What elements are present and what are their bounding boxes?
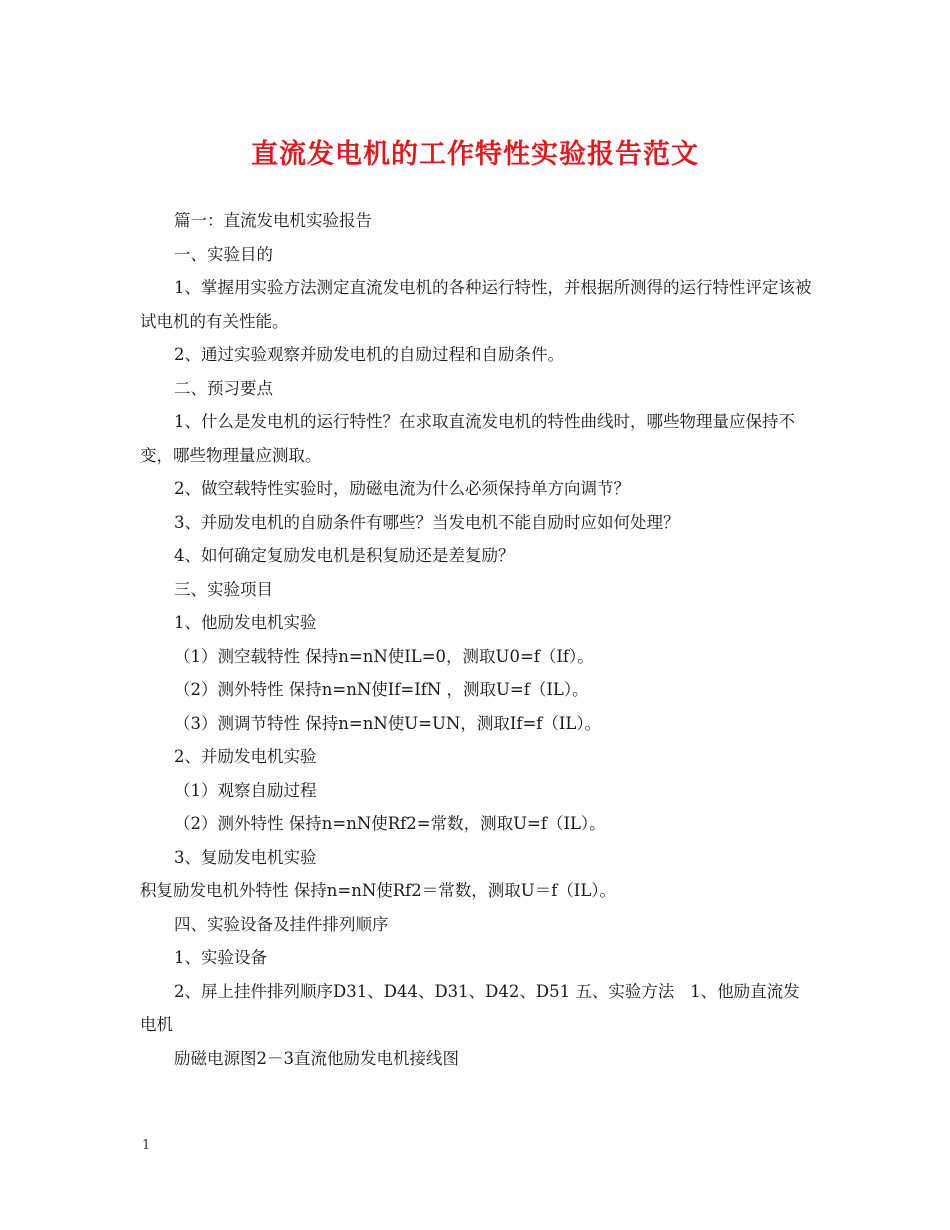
objective-item-2: 2、通过实验观察并励发电机的自励过程和自励条件。 xyxy=(174,345,564,364)
equipment-item-2: 2、屏上挂件排列顺序D31、D44、D31、D42、D51 五、实验方法 1、他励直流发电机 xyxy=(140,981,800,1034)
equipment-item-1: 1、实验设备 xyxy=(174,948,267,967)
subitem-regulation: （3）测调节特性 保持n=nN使U=UN，测取If=f（IL）。 xyxy=(174,713,602,733)
item-shunt: 2、并励发电机实验 xyxy=(174,747,317,766)
preview-item-1: 1、什么是发电机的运行特性？在求取直流发电机的特性曲线时，哪些物理量应保持不变，哪些物理量应测取。 xyxy=(140,412,795,465)
section-heading-objectives: 一、实验目的 xyxy=(174,244,273,264)
compound-external: 积复励发电机外特性 保持n=nN使Rf2＝常数，测取U＝f（IL）。 xyxy=(140,881,617,900)
document-body xyxy=(140,204,812,1075)
preview-item-2: 2、做空载特性实验时，励磁电流为什么必须保持单方向调节？ xyxy=(174,479,630,498)
section-heading-article-1: 篇一：直流发电机实验报告 xyxy=(174,211,372,230)
page-number: 1 xyxy=(142,1138,151,1153)
preview-item-4: 4、如何确定复励发电机是积复励还是差复励？ xyxy=(174,546,515,565)
section-heading-equipment: 四、实验设备及挂件排列顺序 xyxy=(174,914,389,934)
item-separately-excited: 1、他励发电机实验 xyxy=(174,613,317,632)
subitem-no-load: （1）测空载特性 保持n=nN使IL=0，测取U0=f（If）。 xyxy=(174,646,594,666)
figure-caption: 励磁电源图2－3直流他励发电机接线图 xyxy=(174,1048,459,1068)
item-compound: 3、复励发电机实验 xyxy=(174,847,317,867)
document-title: 直流发电机的工作特性实验报告范文 xyxy=(251,139,699,170)
section-heading-preview: 二、预习要点 xyxy=(174,378,273,398)
subitem-external: （2）测外特性 保持n=nN使If=IfN ，测取U=f（IL）。 xyxy=(174,680,589,699)
subitem-shunt-external: （2）测外特性 保持n=nN使Rf2=常数，测取U=f（IL）。 xyxy=(174,814,606,833)
objective-item-1: 1、掌握用实验方法测定直流发电机的各种运行特性，并根据所测得的运行特性评定该被试电机的有关性能。 xyxy=(140,278,812,331)
preview-item-3: 3、并励发电机的自励条件有哪些？当发电机不能自励时应如何处理？ xyxy=(174,512,680,532)
subitem-self-excitation: （1）观察自励过程 xyxy=(174,780,317,800)
section-heading-items: 三、实验项目 xyxy=(174,579,273,599)
